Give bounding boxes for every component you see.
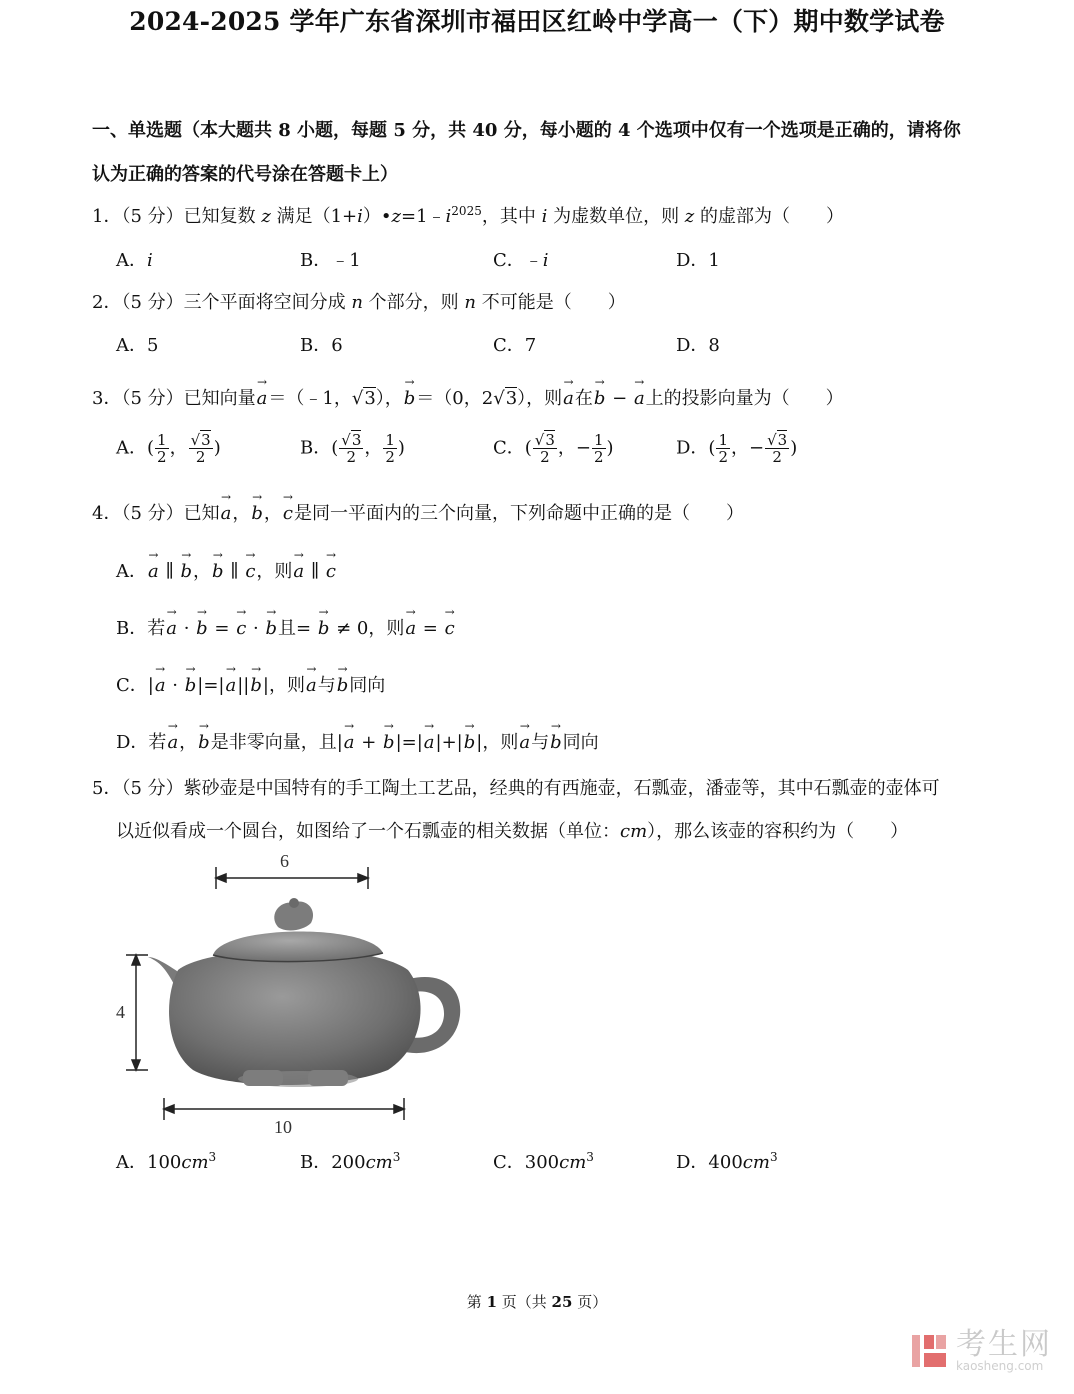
q3-option-a: A．( $\frac{1}{2}$ ， $\frac{√3}{2}$ ) xyxy=(116,431,221,466)
q2-option-c: C．7 xyxy=(493,335,537,356)
question-5-cont: 以近似看成一个圆台，如图给了一个石瓢壶的相关数据（单位：cm），那么该壶的容积约为（ ） xyxy=(116,821,909,842)
q2-option-d: D．8 xyxy=(676,335,720,356)
question-2: 2．（5 分）三个平面将空间分成 n 个部分，则 n 不可能是（ ） xyxy=(92,292,626,313)
question-3: 3．（5 分）已知向量→ a＝（﹣1，√3），→ b＝（0，2√3），则→ a在→ b − → a上的投影向量为（ ） xyxy=(92,384,844,410)
kaosheng-logo-icon xyxy=(910,1331,950,1371)
question-4: 4．（5 分）已知→ a，→ b，→ c是同一平面内的三个向量，下列命题中正确的是（ ） xyxy=(92,499,744,525)
question-1: 1．（5 分）已知复数 z 满足$(1+i)•z=1﹣i^{2025}$，其中 i 为虚数单位，则 z 的虚部为（ ） xyxy=(92,204,845,227)
q3-option-d: D．( $\frac{1}{2}$ ，− $\frac{√3}{2}$ ) xyxy=(676,431,798,466)
q3-option-c: C．( $\frac{√3}{2}$ ，− $\frac{1}{2}$ ) xyxy=(493,431,614,466)
q5-option-b: B．$200cm^3$ xyxy=(300,1150,401,1173)
q3-option-b: B．( $\frac{√3}{2}$ ， $\frac{1}{2}$ ) xyxy=(300,431,405,466)
q1-option-b: B．﹣1 xyxy=(300,250,361,271)
q1-option-c: C．﹣i xyxy=(493,250,549,271)
q1-option-a: A．i xyxy=(116,250,153,271)
q2-option-b: B．6 xyxy=(300,335,343,356)
page-title: 2024-2025 学年广东省深圳市福田区红岭中学高一（下）期中数学试卷 xyxy=(129,7,945,36)
section-heading-cont: 认为正确的答案的代号涂在答题卡上） xyxy=(92,164,398,185)
teapot-illustration xyxy=(148,898,460,1087)
q1-option-d: D．1 xyxy=(676,250,720,271)
q2-option-a: A．5 xyxy=(116,335,159,356)
q4-option-b: B．若→ a · → b = → c · → b且= → b ≠ 0，则→ a = → c xyxy=(116,614,456,640)
watermark-cn: 考生网 xyxy=(956,1327,1052,1362)
q4-option-c: C．|→ a · → b|=|→ a||→ b|，则→ a与→ b同向 xyxy=(116,671,385,697)
q5-option-c: C．$300cm^3$ xyxy=(493,1150,594,1173)
q4-option-a: A．→ a ∥ → b，→ b ∥ → c，则→ a ∥ → c xyxy=(116,557,337,583)
dim-top-label: 6 xyxy=(280,851,289,871)
question-5: 5．（5 分）紫砂壶是中国特有的手工陶土工艺品，经典的有西施壶，石瓢壶，潘壶等，其中石瓢壶的壶体可 xyxy=(92,778,940,799)
page-footer: 第 1 页（共 25 页） xyxy=(466,1293,608,1311)
dim-bottom-label: 10 xyxy=(274,1117,292,1137)
section-heading: 一、单选题（本大题共 8 小题，每题 5 分，共 40 分，每小题的 4 个选项中仅有一个选项是正确的，请将你 xyxy=(92,120,961,141)
dim-height-label: 4 xyxy=(116,1002,125,1022)
teapot-figure xyxy=(108,845,468,1140)
watermark xyxy=(910,1327,1052,1373)
q4-option-d: D．若→ a，→ b是非零向量，且|→ a + → b|=|→ a|+|→ b|，则→ a与→ b同向 xyxy=(116,728,599,754)
watermark-en: kaosheng.com xyxy=(956,1359,1044,1373)
q5-option-a: A．$100cm^3$ xyxy=(116,1150,217,1173)
dim-top-line xyxy=(216,867,368,889)
dim-height-line xyxy=(126,955,148,1070)
q5-option-d: D．$400cm^3$ xyxy=(676,1150,778,1173)
